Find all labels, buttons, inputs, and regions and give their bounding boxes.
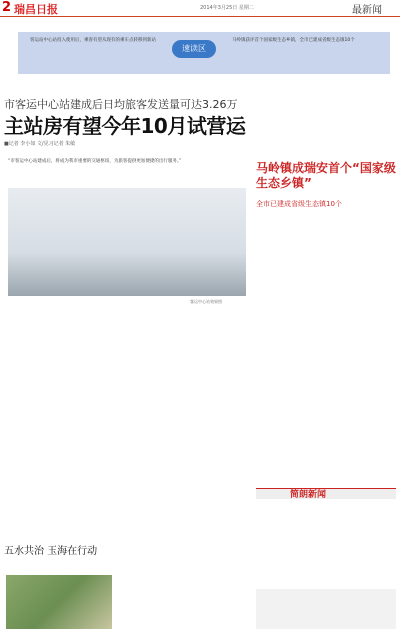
teaser-right: 马岭镇获评首个国家级生态乡镇，全市已建成省级生态镇10个: [232, 38, 355, 43]
page-number: 2: [2, 0, 12, 15]
notice-title: 简朗新闻: [290, 490, 327, 500]
feature-photo: [6, 575, 112, 629]
article-subhead: 市客运中心站建成后日均旅客发送量可达3.26万: [4, 98, 238, 111]
section-label: 最新闻: [352, 5, 382, 16]
right-headline: 马岭镇成瑞安首个“国家级生态乡镇”: [256, 161, 396, 190]
station-photo: [8, 188, 246, 296]
teaser-left: 客运站中心站投入使用后，乘客有望从现有的乘车点转移到新站: [30, 38, 156, 43]
ad-box: [256, 589, 396, 629]
article-byline: ■记者 李小如 文/见习记者 朱敏: [4, 141, 76, 147]
brand-title: 瑞昌日报: [14, 3, 58, 16]
article-lead: “市客运中心站建成后，将成为我市重要的交通枢纽，为旅客提供更加便捷的出行服务。”: [8, 159, 182, 164]
teaser-badge: 速读区: [172, 40, 216, 58]
photo-caption: 客运中心站效果图: [190, 299, 222, 304]
right-subhead: 全市已建成省级生态镇10个: [256, 200, 342, 208]
feature-title: 五水共治 玉海在行动: [4, 546, 98, 557]
article-headline: 主站房有望今年10月试营运: [4, 114, 246, 138]
header-meta: 2014年3月25日 星期二: [200, 5, 254, 11]
